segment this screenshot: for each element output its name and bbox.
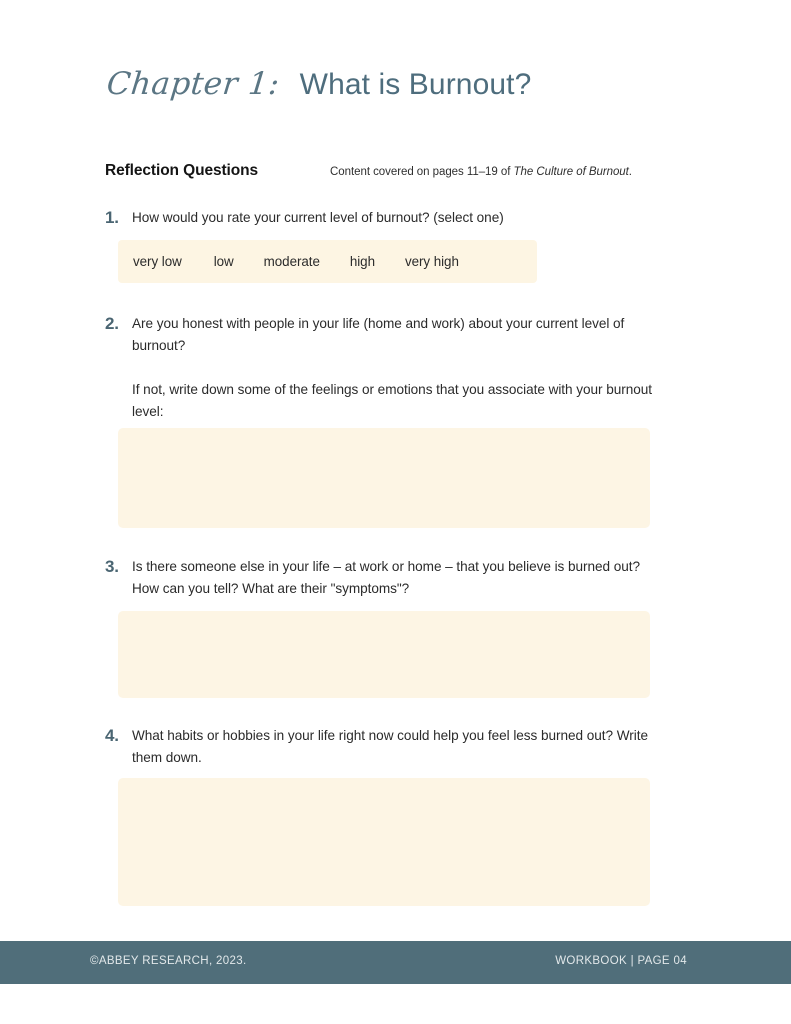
question-2-subtext: If not, write down some of the feelings or emotions that you associate with your burnout level:	[132, 382, 652, 420]
question-3-answer-field[interactable]	[118, 611, 650, 698]
question-4-number: 4.	[105, 726, 119, 745]
footer-page-info: WORKBOOK | PAGE 04	[555, 955, 687, 967]
question-1-option-group[interactable]	[118, 240, 537, 283]
section-note-suffix: .	[628, 166, 632, 178]
option-very-high[interactable]: very high	[404, 254, 459, 269]
option-high[interactable]: high	[349, 254, 375, 269]
option-very-low[interactable]: very low	[133, 254, 182, 269]
question-3-number: 3.	[105, 557, 119, 576]
question-1	[105, 207, 665, 229]
question-1-number: 1.	[105, 208, 119, 227]
question-2-number: 2.	[105, 314, 119, 333]
section-heading-row	[105, 162, 665, 180]
option-moderate[interactable]: moderate	[263, 254, 320, 269]
chapter-header	[105, 66, 531, 102]
page-title: What is Burnout?	[299, 68, 532, 101]
footer-copyright: ©ABBEY RESEARCH, 2023.	[90, 955, 247, 967]
section-note-book-title: The Culture of Burnout	[513, 166, 629, 178]
question-2-answer-field[interactable]	[118, 428, 650, 528]
section-note-prefix: Content covered on pages 11–19 of	[330, 166, 514, 178]
question-4-text: What habits or hobbies in your life right now could help you feel less burned out? Write them down.	[132, 728, 648, 766]
section-note	[330, 166, 632, 178]
question-2	[105, 313, 665, 424]
question-3	[105, 556, 665, 600]
question-4-answer-field[interactable]	[118, 778, 650, 906]
question-1-text: How would you rate your current level of burnout? (select one)	[132, 210, 504, 225]
chapter-label: Chapter 1:	[105, 66, 282, 102]
question-4	[105, 725, 665, 769]
section-title: Reflection Questions	[105, 162, 259, 179]
question-3-text: Is there someone else in your life – at work or home – that you believe is burned out? How can you tell? What are their "symptoms"?	[132, 559, 641, 597]
question-2-text: Are you honest with people in your life (home and work) about your current level of burnout?	[132, 316, 625, 354]
option-low[interactable]: low	[213, 254, 234, 269]
